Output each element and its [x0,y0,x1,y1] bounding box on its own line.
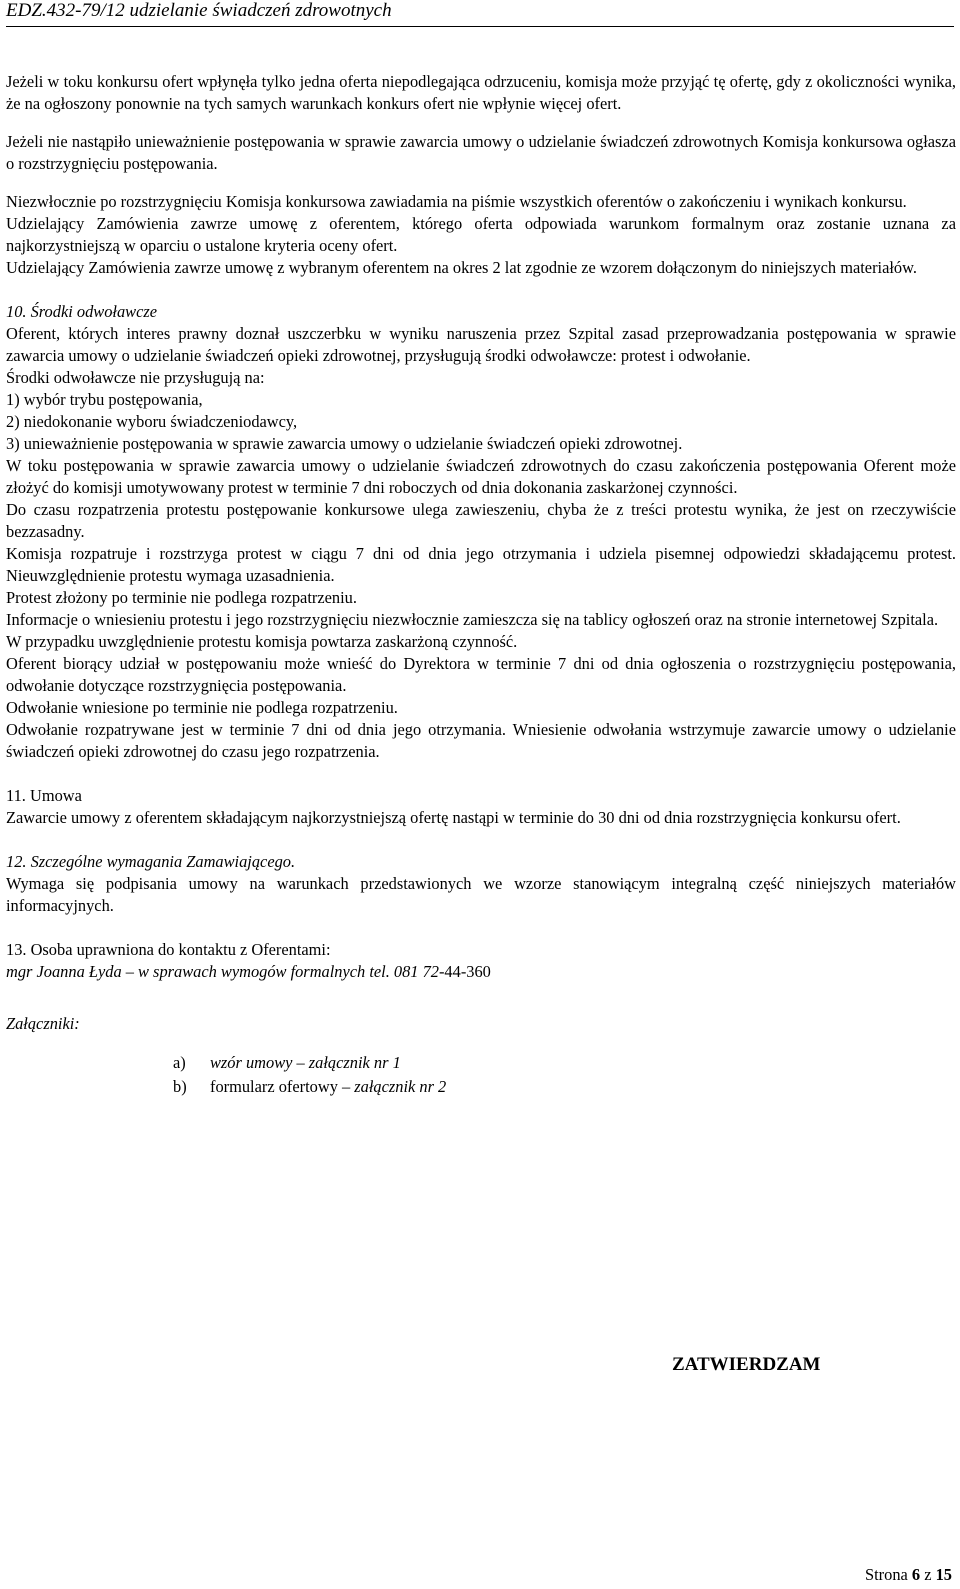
section-10-line: Komisja rozpatruje i rozstrzyga protest w ciągu 7 dni od dnia jego otrzymania i udziela pisemnej odpowiedzi składającemu protest. Nieuwzględnienie protestu wymaga uzasadnienia. [6,544,956,585]
section-10-line: W toku postępowania w sprawie zawarcia umowy o udzielanie świadczeń zdrowotnych do czasu zakończenia postępowania Oferent może złożyć do komisji umotywowany protest w terminie 7 dni roboczych od dnia dokonania zaskarżonej czynności. [6,456,956,497]
attachment-marker: b) [173,1077,187,1096]
section-11-text: Zawarcie umowy z oferentem składającym najkorzystniejszą ofertę nastąpi w terminie do 30 dni od dnia rozstrzygnięcia konkursu ofert. [6,808,901,827]
attachments-list [6,1051,956,1099]
section-12-text: Wymaga się podpisania umowy na warunkach przedstawionych we wzorze stanowiącym integralną część niniejszych materiałów informacyjnych. [6,874,956,915]
attachment-item [6,1075,956,1099]
attachment-text-italic: załącznik nr 2 [354,1077,447,1096]
page-footer [865,1564,952,1586]
section-10-line: W przypadku uwzględnienie protestu komisja powtarza zaskarżoną czynność. [6,632,518,651]
section-12-heading: 12. Szczególne wymagania Zamawiającego. [6,852,296,871]
contact-phone-tail: -44-360 [438,962,491,981]
attachment-text-plain: formularz ofertowy – [210,1077,355,1096]
attachment-item [6,1051,956,1075]
footer-mid: z [920,1565,936,1584]
section-10-line: Informacje o wniesieniu protestu i jego rozstrzygnięciu niezwłocznie zamieszcza się na tablicy ogłoszeń oraz na stronie internetowej Szpitala. [6,610,939,629]
section-10-line: Oferent, których interes prawny doznał uszczerbku w wyniku naruszenia przez Szpital zasad przeprowadzania postępowania w sprawie zawarcia umowy o udzielanie świadczeń opieki zdrowotnej, przysługują środki odwoławcze: protest i odwołanie. [6,324,956,365]
section-10-line: Odwołanie rozpatrywane jest w terminie 7 dni od dnia jego otrzymania. Wniesienie odwołania wstrzymuje zawarcie umowy o udzielanie świadczeń opieki zdrowotnej do czasu jego rozpatrzenia. [6,720,956,761]
section-10-line: Protest złożony po terminie nie podlega rozpatrzeniu. [6,588,357,607]
paragraph-contract-winner: Udzielający Zamówienia zawrze umowę z oferentem, którego oferta odpowiada warunkom formalnym oraz zostanie uznana za najkorzystniejszą w oparciu o ustalone kryteria oceny ofert. [6,214,956,255]
approval-label: ZATWIERDZAM [672,1354,821,1375]
document-header [6,0,954,27]
footer-page-total: 15 [935,1565,952,1584]
footer-prefix: Strona [865,1565,912,1584]
header-title: EDZ.432-79/12 udzielanie świadczeń zdrowotnych [6,0,392,21]
section-10-list-item: 3) unieważnienie postępowania w sprawie zawarcia umowy o udzielanie świadczeń opieki zdrowotnej. [6,434,683,453]
paragraph-resolution: Jeżeli nie nastąpiło unieważnienie postępowania w sprawie zawarcia umowy o udzielanie świadczeń zdrowotnych Komisja konkursowa ogłasza o rozstrzygnięciu postępowania. [6,132,956,173]
contact-person [6,961,956,983]
section-10-list-item: 1) wybór trybu postępowania, [6,390,203,409]
attachment-marker: a) [173,1053,186,1072]
contact-person-italic: mgr Joanna Łyda – w sprawach wymogów formalnych tel. 081 72 [6,962,439,981]
attachments-label: Załączniki: [6,1014,80,1033]
paragraph-notification: Niezwłocznie po rozstrzygnięciu Komisja konkursowa zawiadamia na piśmie wszystkich oferentów o zakończeniu i wynikach konkursu. [6,192,907,211]
section-10-line: Środki odwoławcze nie przysługują na: [6,368,265,387]
document-body [6,71,956,1099]
section-11-heading: 11. Umowa [6,786,82,805]
paragraph-single-offer: Jeżeli w toku konkursu ofert wpłynęła tylko jedna oferta niepodlegająca odrzuceniu, komisja może przyjąć tę ofertę, gdy z okoliczności wynika, że na ogłoszony ponownie na tych samych warunkach konkurs ofert nie wpłynie więcej ofert. [6,72,956,113]
section-10-heading: 10. Środki odwoławcze [6,302,157,321]
attachment-text: wzór umowy – załącznik nr 1 [210,1053,401,1072]
section-10-list-item: 2) niedokonanie wyboru świadczeniodawcy, [6,412,298,431]
section-10-line: Oferent biorący udział w postępowaniu może wnieść do Dyrektora w terminie 7 dni od dnia ogłoszenia o rozstrzygnięciu postępowania, odwołanie dotyczące rozstrzygnięcia postępowania. [6,654,956,695]
section-10-line: Do czasu rozpatrzenia protestu postępowanie konkursowe ulega zawieszeniu, chyba że z treści protestu wynika, że jest on rzeczywiście bezzasadny. [6,500,956,541]
paragraph-contract-term: Udzielający Zamówienia zawrze umowę z wybranym oferentem na okres 2 lat zgodnie ze wzorem dołączonym do niniejszych materiałów. [6,258,917,277]
section-13-heading: 13. Osoba uprawniona do kontaktu z Oferentami: [6,940,331,959]
section-10-line: Odwołanie wniesione po terminie nie podlega rozpatrzeniu. [6,698,398,717]
footer-page-number: 6 [911,1565,921,1584]
